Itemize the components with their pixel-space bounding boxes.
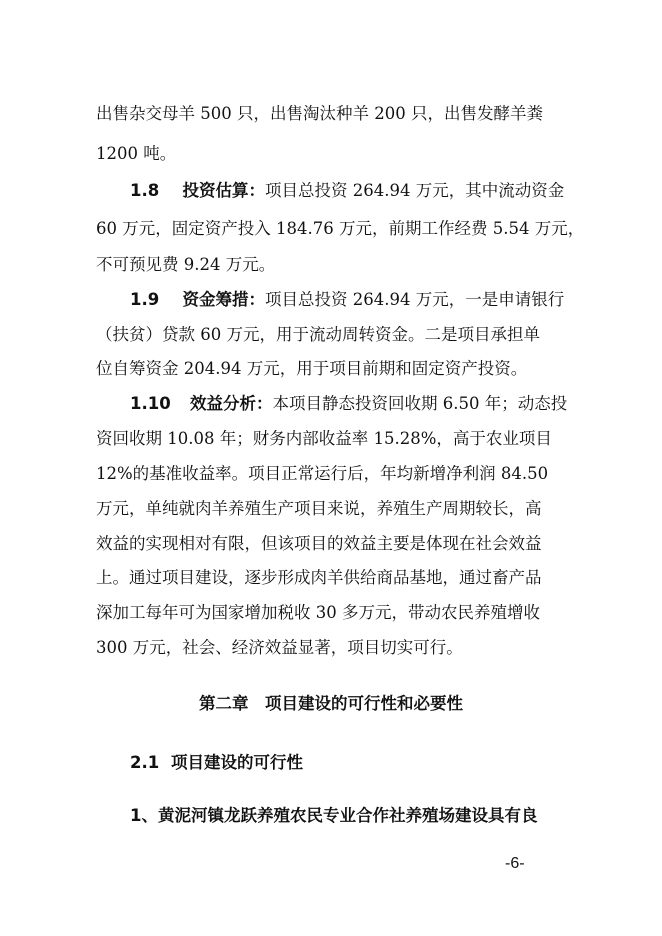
body-line: 1200 吨。 (96, 144, 177, 163)
chapter-heading: 第二章 项目建设的可行性和必要性 (199, 694, 463, 713)
section-number: 1.9 (130, 290, 160, 309)
section-1-9 (130, 289, 570, 311)
section-2-1-heading (130, 752, 600, 774)
body-line: 项目总投资 264.94 万元，其中流动资金 (264, 181, 565, 200)
body-line: 项目总投资 264.94 万元，一是申请银行 (264, 290, 565, 309)
point-heading: 1、黄泥河镇龙跃养殖农民专业合作社养殖场建设具有良 (130, 806, 538, 825)
body-line: （扶贫）贷款 60 万元，用于流动周转资金。二是项目承担单 (96, 325, 540, 344)
body-line: 出售杂交母羊 500 只，出售淘汰种羊 200 只，出售发酵羊粪 (96, 104, 543, 123)
section-title: 效益分析： (189, 394, 273, 413)
body-line: 资回收期 10.08 年；财务内部收益率 15.28%，高于农业项目 (96, 429, 552, 448)
body-line: 60 万元，固定资产投入 184.76 万元，前期工作经费 5.54 万元， (96, 219, 585, 238)
section-1-8 (130, 180, 570, 202)
body-line: 位自筹资金 204.94 万元，用于项目前期和固定资产投资。 (96, 359, 528, 378)
body-line: 12%的基准收益率。项目正常运行后，年均新增净利润 84.50 (96, 464, 549, 483)
page-number: -6- (505, 855, 525, 872)
body-line: 上。通过项目建设，逐步形成肉羊供给商品基地，通过畜产品 (96, 568, 542, 587)
body-line: 深加工每年可为国家增加税收 30 多万元，带动农民养殖增收 (96, 603, 540, 622)
section-1-10 (130, 393, 570, 415)
body-line: 不可预见费 9.24 万元。 (96, 255, 276, 274)
section-number: 1.10 (130, 394, 171, 413)
body-line: 效益的实现相对有限，但该项目的效益主要是体现在社会效益 (96, 534, 542, 553)
body-line: 本项目静态投资回收期 6.50 年；动态投 (272, 394, 568, 413)
body-line: 300 万元，社会、经济效益显著，项目切实可行。 (96, 638, 463, 657)
section-number: 2.1 (130, 753, 160, 772)
section-number: 1.8 (130, 181, 160, 200)
section-title: 资金筹措： (182, 290, 265, 309)
body-line: 万元，单纯就肉羊养殖生产项目来说，养殖生产周期较长，高 (96, 499, 542, 518)
section-title: 投资估算： (182, 181, 265, 200)
section-title: 项目建设的可行性 (170, 753, 303, 772)
